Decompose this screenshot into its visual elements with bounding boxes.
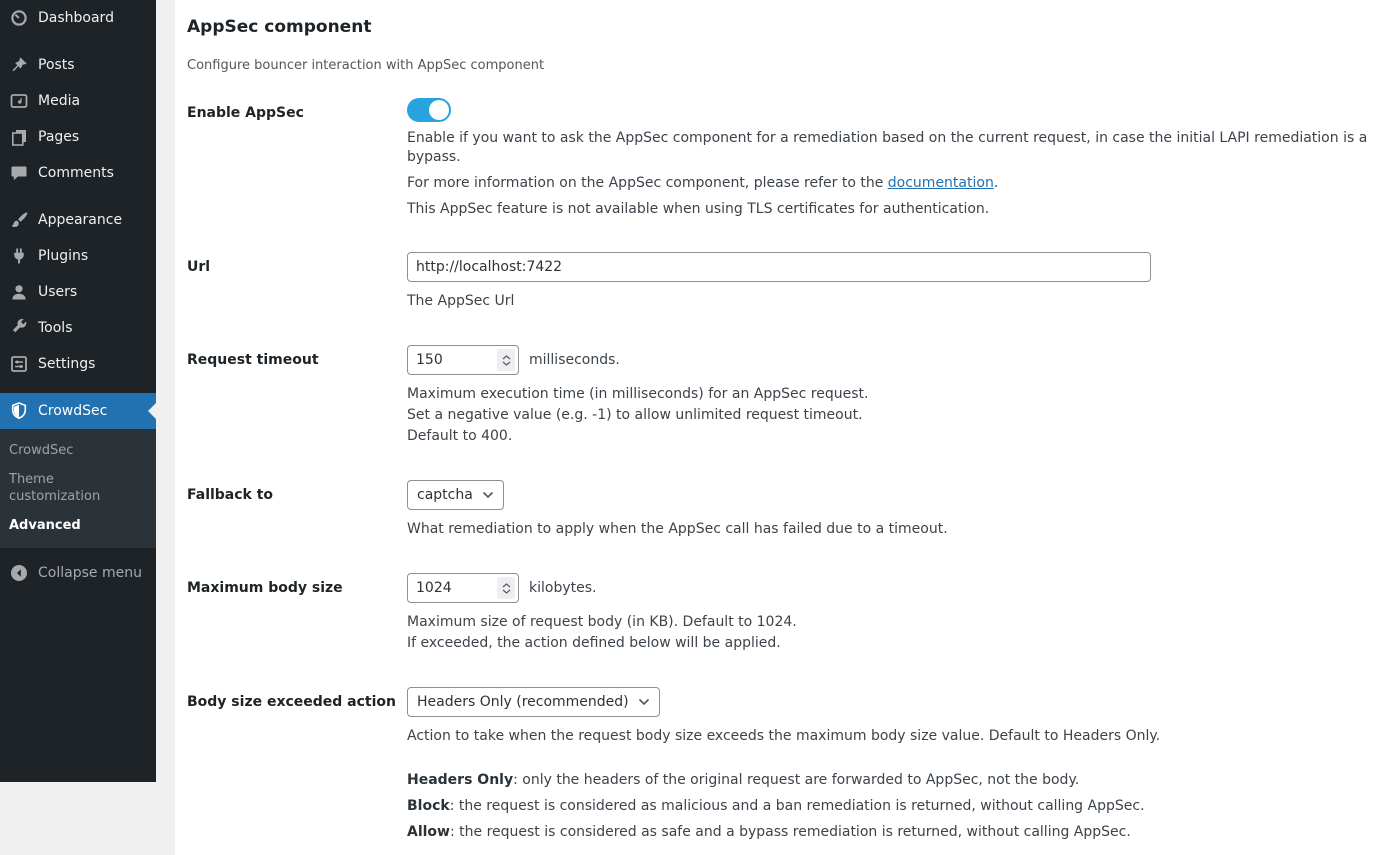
number-spinner[interactable] [497,577,515,599]
request-timeout-unit: milliseconds. [529,352,620,368]
form-row-request-timeout [187,345,1375,447]
comment-icon [9,163,29,183]
sidebar-item-label: Users [38,284,78,300]
help-text: : only the headers of the original request are forwarded to AppSec, not the body. [513,772,1080,788]
settings-icon [9,354,29,374]
max-body-size-label: Maximum body size [187,580,343,596]
help-line-allow [407,819,1375,845]
appsec-url-input[interactable] [407,252,1151,282]
request-timeout-desc [407,384,1375,447]
pushpin-icon [9,55,29,75]
submenu-item-crowdsec[interactable]: CrowdSec [9,443,74,458]
collapse-menu-label: Collapse menu [38,565,142,581]
sidebar-item-dashboard[interactable] [0,0,156,36]
sidebar-item-media[interactable] [0,83,156,119]
sidebar-item-crowdsec[interactable] [0,393,156,429]
user-icon [9,282,29,302]
desc-line: Default to 400. [407,428,513,444]
enable-appsec-toggle[interactable] [407,98,451,122]
help-term: Block [407,798,450,814]
fallback-label: Fallback to [187,487,274,503]
page-subtitle: Configure bouncer interaction with AppSec component [187,58,545,73]
sidebar-item-plugins[interactable] [0,238,156,274]
body-size-action-help [407,767,1375,845]
enable-appsec-label: Enable AppSec [187,105,304,121]
form-row-url [187,252,1375,312]
collapse-arrow-icon [9,563,29,583]
sidebar-item-label: Plugins [38,248,89,264]
sidebar-item-label: Comments [38,165,114,181]
fallback-desc: What remediation to apply when the AppSec call has failed due to a timeout. [407,521,948,537]
collapse-menu-button[interactable] [0,555,156,591]
shield-icon [9,401,29,421]
fallback-selected-value: captcha [417,487,473,503]
submenu-item-theme-customization[interactable]: Theme customization [9,472,101,504]
desc-line: Set a negative value (e.g. -1) to allow unlimited request timeout. [407,407,863,423]
desc-line: Maximum size of request body (in KB). Default to 1024. [407,614,797,630]
brush-icon [9,210,29,230]
dashboard-icon [9,8,29,28]
number-spinner[interactable] [497,349,515,371]
sidebar-item-label: Media [38,93,81,109]
sidebar-item-label: Pages [38,129,80,145]
sidebar-item-appearance[interactable] [0,202,156,238]
enable-appsec-desc-2 [407,174,1375,193]
toggle-knob [429,100,449,120]
body-size-action-select[interactable] [407,687,660,717]
content-area [156,0,1389,840]
help-line-headers-only [407,767,1375,793]
sidebar-item-label: Dashboard [38,10,114,26]
desc-text: For more information on the AppSec component, please refer to the [407,175,888,191]
form-row-enable-appsec [187,98,1375,219]
page-title: AppSec component [187,17,372,37]
wrench-icon [9,318,29,338]
sidebar-item-pages[interactable] [0,119,156,155]
desc-text: . [993,175,999,191]
body-size-action-label: Body size exceeded action [187,694,397,710]
sidebar-item-label: CrowdSec [38,403,108,419]
sidebar-item-label: Appearance [38,212,123,228]
settings-card [175,0,1389,855]
sidebar-item-settings[interactable] [0,346,156,382]
sidebar-item-tools[interactable] [0,310,156,346]
help-text: : the request is considered as safe and a bypass remediation is returned, without calling AppSec. [449,824,1131,840]
submenu-item-advanced[interactable]: Advanced [9,518,81,533]
enable-appsec-desc-1: Enable if you want to ask the AppSec component for a remediation based on the current request, in case the initial LAPI remediation is a bypass. [407,130,1368,165]
url-desc: The AppSec Url [407,293,515,309]
max-body-size-unit: kilobytes. [529,580,597,596]
enable-appsec-desc-3: This AppSec feature is not available when using TLS certificates for authentication. [407,201,990,217]
form-row-fallback [187,480,1375,540]
fallback-select[interactable] [407,480,504,510]
url-label: Url [187,259,211,275]
plugin-icon [9,246,29,266]
admin-sidebar [0,0,156,782]
help-line-block [407,793,1375,819]
menu-separator [0,382,156,393]
body-size-action-desc: Action to take when the request body size exceeds the maximum body size value. Default to Headers Only. [407,728,1161,744]
help-term: Allow [407,824,450,840]
chevron-down-icon [482,487,494,503]
media-icon [9,91,29,111]
sidebar-item-comments[interactable] [0,155,156,191]
documentation-link[interactable]: documentation [887,175,994,191]
crowdsec-submenu [0,429,156,548]
desc-line: Maximum execution time (in milliseconds) for an AppSec request. [407,386,869,402]
sidebar-item-posts[interactable] [0,47,156,83]
sidebar-item-label: Settings [38,356,96,372]
request-timeout-label: Request timeout [187,352,319,368]
pages-icon [9,127,29,147]
menu-separator [0,191,156,202]
sidebar-item-label: Tools [38,320,73,336]
form-row-max-body-size [187,573,1375,654]
form-row-body-size-action [187,687,1375,845]
sidebar-item-users[interactable] [0,274,156,310]
chevron-down-icon [638,694,650,710]
help-text: : the request is considered as malicious and a ban remediation is returned, without calling AppSec. [449,798,1145,814]
menu-separator [0,36,156,47]
sidebar-item-label: Posts [38,57,75,73]
max-body-size-desc [407,612,1375,654]
desc-line: If exceeded, the action defined below will be applied. [407,635,781,651]
body-size-action-selected-value: Headers Only (recommended) [417,694,629,710]
help-term: Headers Only [407,772,514,788]
